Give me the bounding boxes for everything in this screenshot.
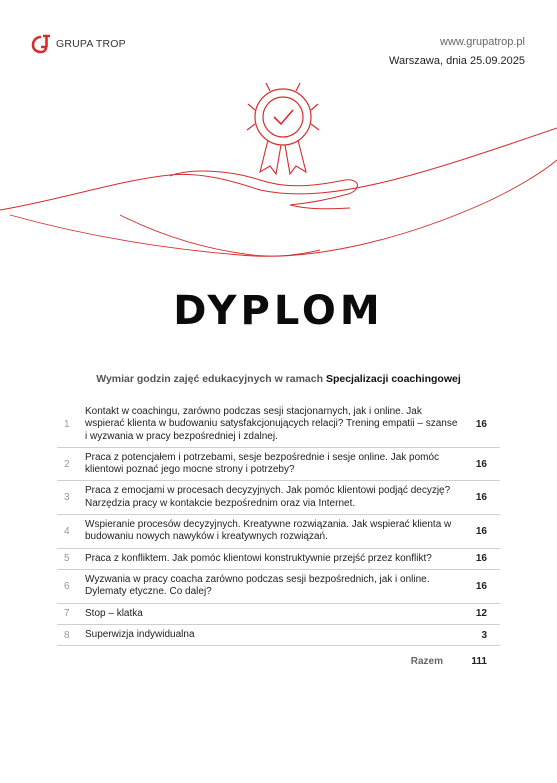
row-hours: 16 <box>475 418 487 430</box>
table-row <box>57 448 500 482</box>
row-hours: 16 <box>475 525 487 537</box>
subtitle-highlight: Specjalizacji coachingowej <box>325 373 461 385</box>
table-row <box>57 515 500 549</box>
row-number: 3 <box>64 492 70 504</box>
total-label: Razem <box>410 656 443 667</box>
row-number: 5 <box>64 553 70 565</box>
row-number: 6 <box>64 580 70 592</box>
row-description: Praca z potencjałem i potrzebami, sesje bezpośrednie i sesje online. Jak pomóc klientowi poznać jego mocne strony i potrzeby? <box>85 451 440 476</box>
row-description: Kontakt w coachingu, zarówno podczas sesji stacjonarnych, jak i online. Jak wspierać klienta w budowaniu satysfakcjonujących relacji? Trening empatii – szanse i wyzwania w pracy bezpośredniej i zdalnej. <box>85 406 458 442</box>
row-description: Wyzwania w pracy coacha zarówno podczas sesji bezpośrednich, jak i online. Dylematy etyczne. Co dalej? <box>85 573 430 598</box>
course-table <box>57 402 500 646</box>
row-hours: 16 <box>475 492 487 504</box>
row-description: Praca z konfliktem. Jak pomóc klientowi konstruktywnie przejść przez konflikt? <box>85 552 432 564</box>
row-number: 2 <box>64 458 70 470</box>
table-row <box>57 604 500 625</box>
grupa-trop-logo-icon <box>31 34 51 54</box>
row-number: 1 <box>64 418 70 430</box>
row-description: Wspieranie procesów decyzyjnych. Kreatywne rozwiązania. Jak wspierać klienta w budowaniu nowych nawyków i kreatywnych rozwiązań. <box>85 519 452 543</box>
row-hours: 16 <box>475 553 487 565</box>
row-hours: 12 <box>475 608 487 620</box>
table-row <box>57 625 500 646</box>
row-description: Stop – klatka <box>85 607 143 619</box>
row-description: Superwizja indywidualna <box>85 628 195 640</box>
header-right <box>389 36 525 67</box>
total-value: 111 <box>471 656 487 667</box>
logo-text: GRUPA TROP <box>56 38 126 50</box>
row-hours: 16 <box>475 580 487 592</box>
row-number: 8 <box>64 629 70 641</box>
website-link[interactable]: www.grupatrop.pl <box>440 36 525 48</box>
row-number: 4 <box>64 525 70 537</box>
row-number: 7 <box>64 608 70 620</box>
total-row <box>57 656 500 667</box>
row-hours: 16 <box>475 458 487 470</box>
medal-badge-icon <box>247 83 319 174</box>
row-hours: 3 <box>481 629 487 641</box>
diploma-title: DYPLOM <box>173 288 384 334</box>
row-description: Praca z emocjami w procesach decyzyjnych. Jak pomóc klientowi podjąć decyzję? Narzędzia pracy w kontakcie bezpośrednim oraz via Internet. <box>85 485 451 509</box>
table-row <box>57 570 500 604</box>
table-row <box>57 549 500 570</box>
table-row <box>57 481 500 515</box>
logo <box>31 34 126 54</box>
subtitle <box>0 373 557 385</box>
subtitle-prefix: Wymiar godzin zajęć edukacyjnych w ramach <box>96 373 324 385</box>
table-row <box>57 402 500 448</box>
place-date: Warszawa, dnia 25.09.2025 <box>389 55 525 67</box>
